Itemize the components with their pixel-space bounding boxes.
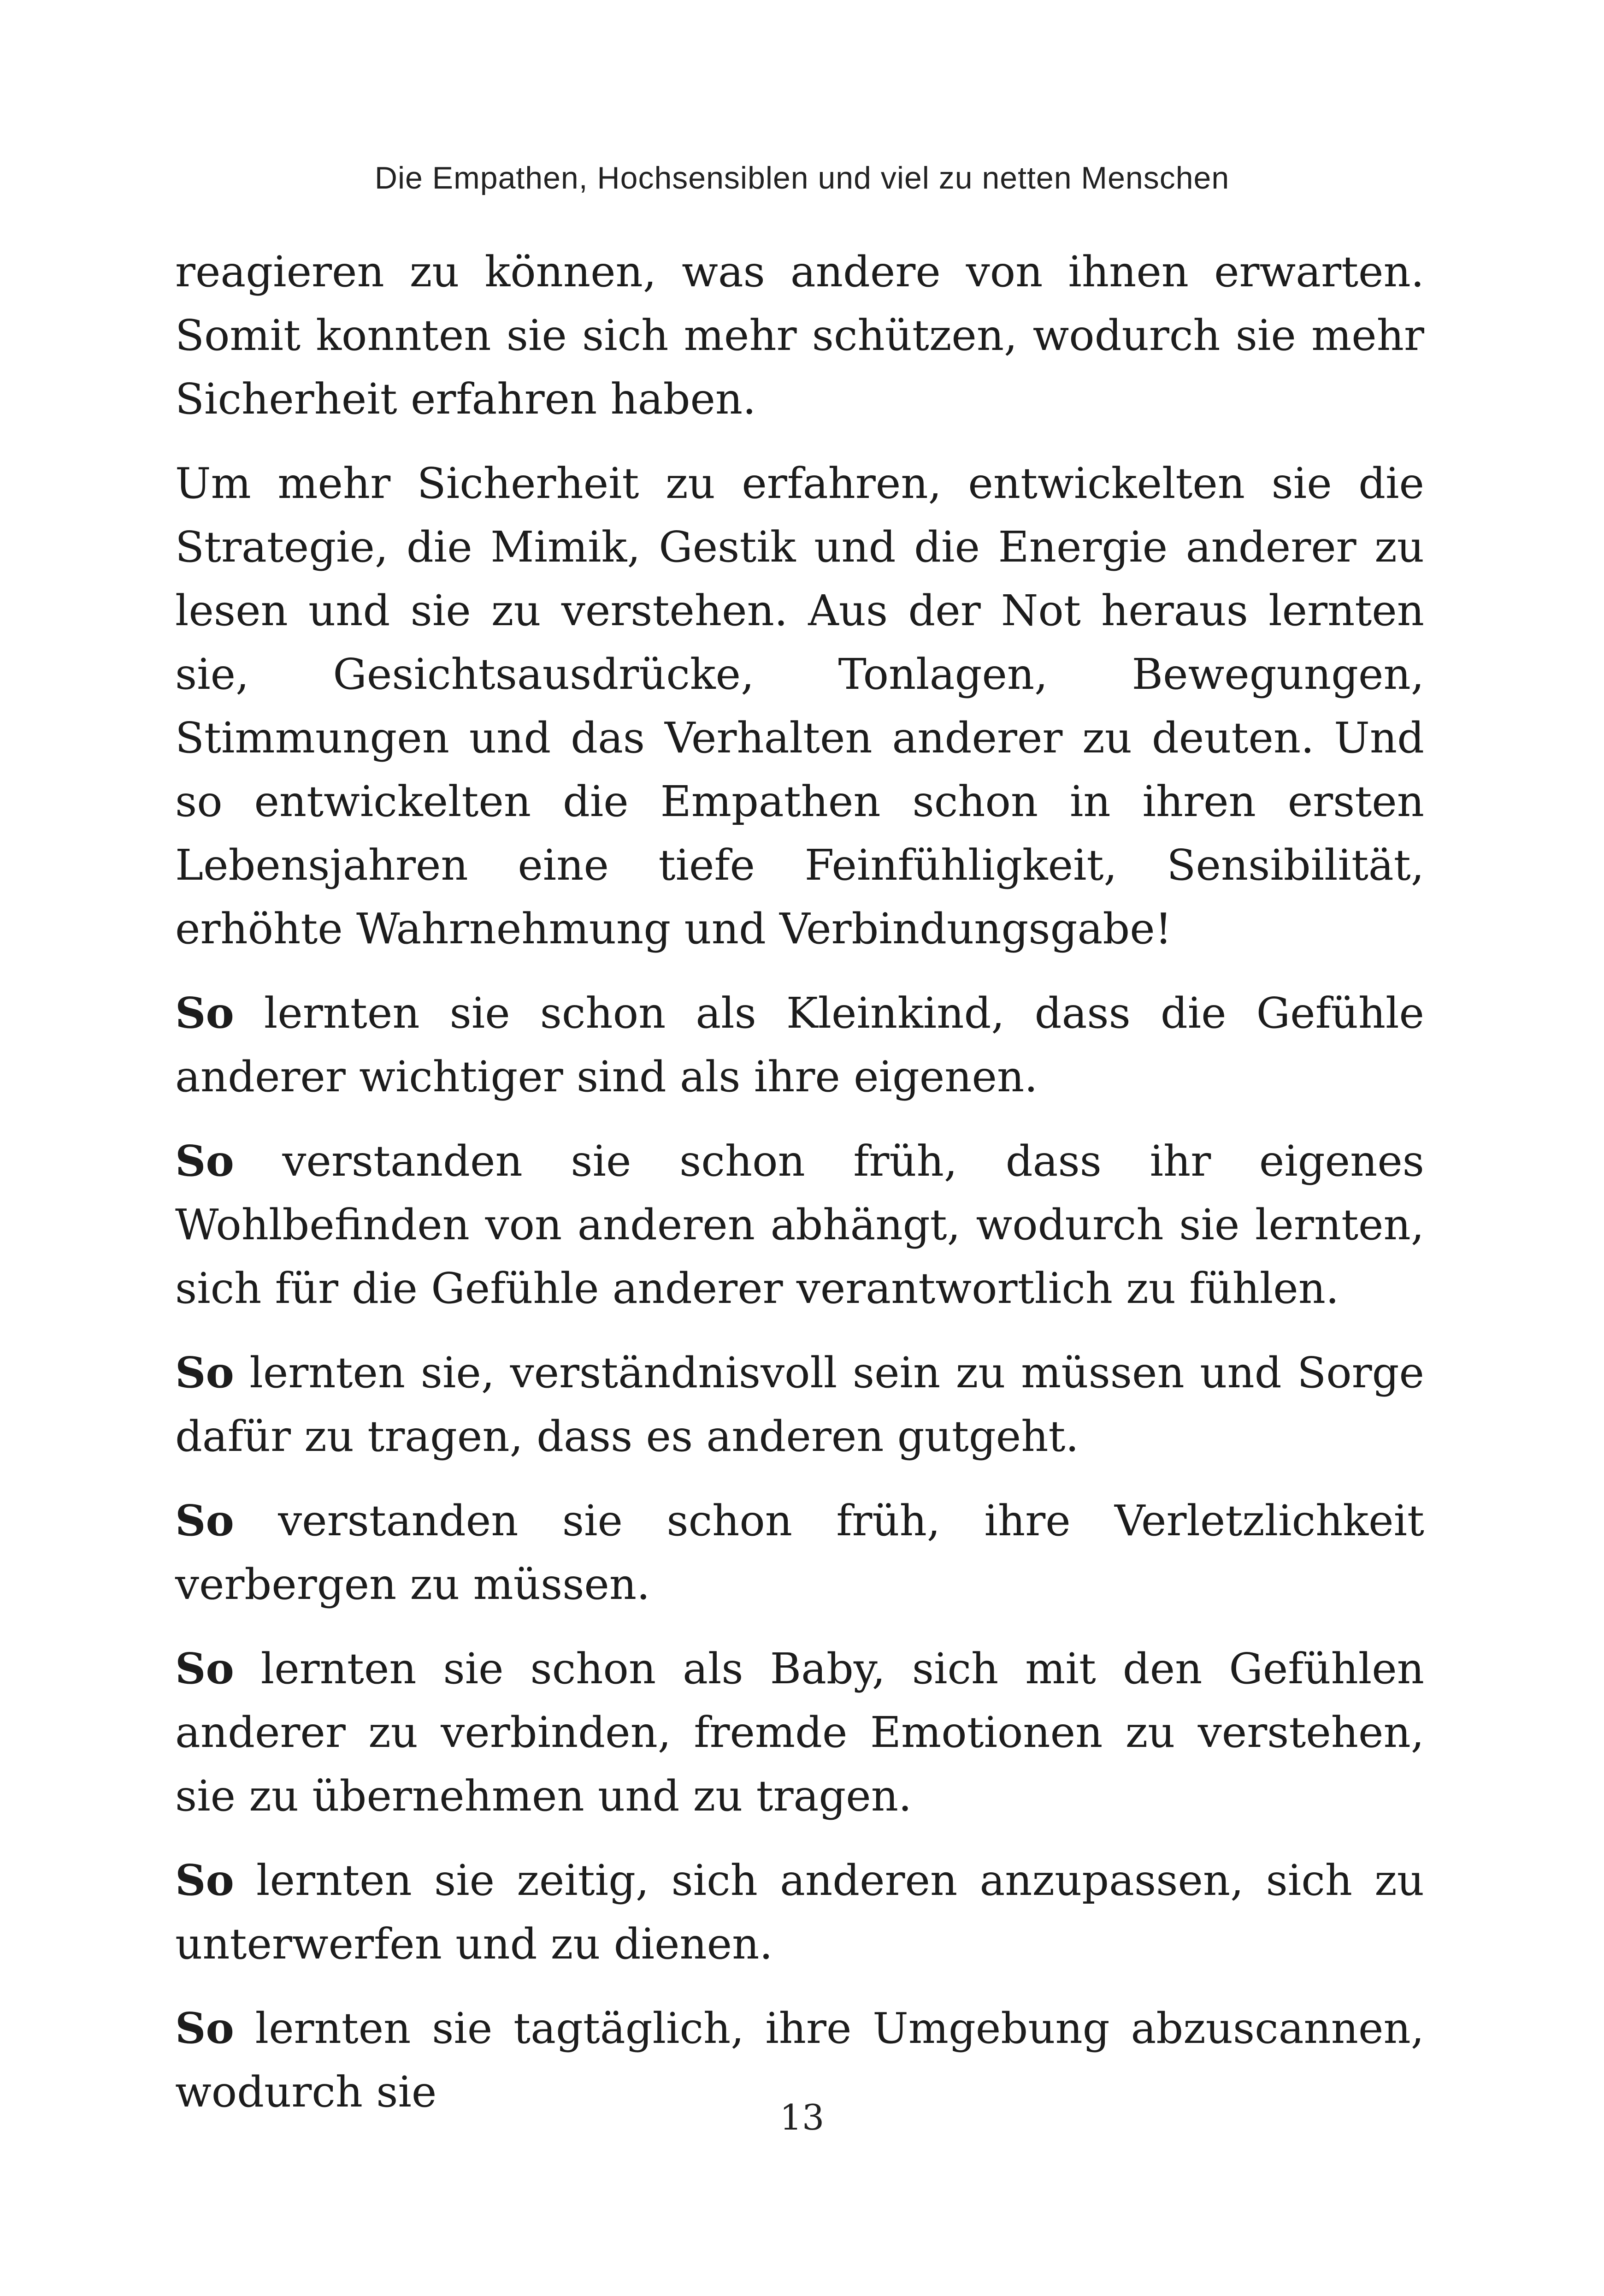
body-text xyxy=(175,240,1424,2144)
paragraph-text: lernten sie zeitig, sich anderen anzupassen, sich zu unterwerfen und zu dienen. xyxy=(175,1856,1424,1969)
paragraph-text: Um mehr Sicherheit zu erfahren, entwickelten sie die Strategie, die Mimik, Gestik und die Energie anderer zu lesen und sie zu verstehen. Aus der Not heraus lernten sie, Gesichtsausdrücke, Tonlagen, Bewegungen, Stimmungen und das Verhalten anderer zu deuten. Und so entwickelten die Empathen schon in ihren ersten Lebensjahren eine tiefe Feinfühligkeit, Sensibilität, erhöhte Wahrnehmung und Verbindungsgabe! xyxy=(175,459,1424,953)
paragraph xyxy=(175,1637,1424,1828)
running-header: Die Empathen, Hochsensiblen und viel zu netten Menschen xyxy=(374,160,1230,195)
paragraph-lead: So xyxy=(175,1348,234,1397)
paragraph-lead: So xyxy=(175,1644,234,1693)
paragraph-lead: So xyxy=(175,1136,234,1186)
paragraph xyxy=(175,1129,1424,1320)
paragraph xyxy=(175,1489,1424,1616)
paragraph-lead: So xyxy=(175,2003,234,2053)
paragraph-text: lernten sie, verständnisvoll sein zu müssen und Sorge dafür zu tragen, dass es anderen gutgeht. xyxy=(175,1348,1424,1461)
paragraph xyxy=(175,451,1424,961)
paragraph xyxy=(175,1848,1424,1976)
paragraph-text: verstanden sie schon früh, ihre Verletzlichkeit verbergen zu müssen. xyxy=(175,1496,1424,1609)
paragraph-text: lernten sie schon als Baby, sich mit den Gefühlen anderer zu verbinden, fremde Emotionen zu verstehen, sie zu übernehmen und zu tragen. xyxy=(175,1644,1424,1821)
paragraph-text: reagieren zu können, was andere von ihnen erwarten. Somit konnten sie sich mehr schützen, wodurch sie mehr Sicherheit erfahren haben. xyxy=(175,247,1424,424)
paragraph-lead: So xyxy=(175,1855,234,1905)
paragraph-text: lernten sie schon als Kleinkind, dass die Gefühle anderer wichtiger sind als ihre eigenen. xyxy=(175,988,1424,1101)
paragraph-text: lernten sie tagtäglich, ihre Umgebung abzuscannen, wodurch sie xyxy=(175,2004,1424,2117)
paragraph-lead: So xyxy=(175,988,234,1038)
paragraph xyxy=(175,981,1424,1109)
paragraph xyxy=(175,240,1424,431)
paragraph xyxy=(175,1341,1424,1468)
paragraph-lead: So xyxy=(175,1496,234,1545)
paragraph-text: verstanden sie schon früh, dass ihr eigenes Wohlbefinden von anderen abhängt, wodurch sie lernten, sich für die Gefühle anderer verantwortlich zu fühlen. xyxy=(175,1136,1424,1313)
page-number: 13 xyxy=(779,2097,825,2138)
